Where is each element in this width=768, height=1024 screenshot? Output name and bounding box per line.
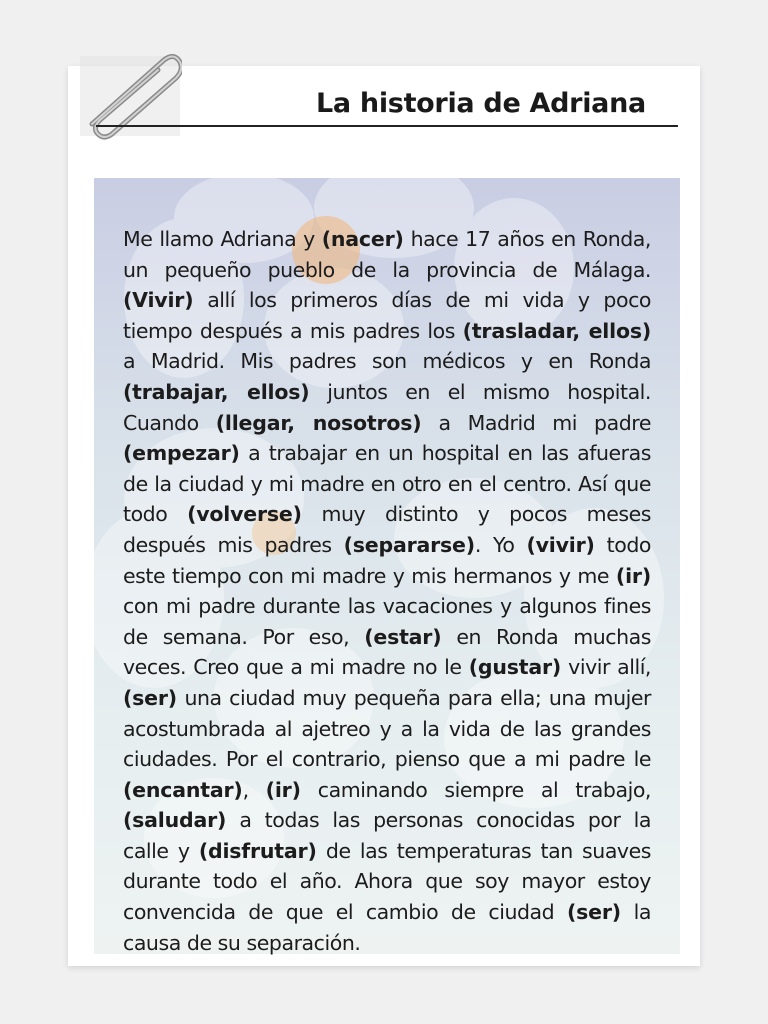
- story-segment: . Yo: [474, 532, 527, 557]
- story-segment: una ciudad muy pequeña para ella; una mujer acostumbrada al ajetreo y a la vida de las grandes ciudades. Por el contrario, pienso que a mi padre le: [123, 685, 651, 772]
- verb-prompt: (llegar, nosotros): [215, 410, 422, 435]
- paperclip-icon: [72, 50, 182, 142]
- verb-prompt: (disfrutar): [198, 838, 317, 863]
- verb-prompt: (ir): [265, 777, 301, 802]
- story-segment: a Madrid. Mis padres son médicos y en Ronda: [123, 349, 651, 374]
- verb-prompt: (Vivir): [123, 288, 194, 313]
- verb-prompt: (ser): [566, 900, 621, 925]
- verb-prompt: (ser): [123, 685, 177, 710]
- story-segment: de las temperaturas tan suaves durante todo el año. Ahora que soy mayor estoy convencida de que el cambio de ciudad: [123, 838, 652, 925]
- verb-prompt: (trasladar, ellos): [462, 318, 652, 343]
- story-segment: vivir allí,: [561, 655, 652, 680]
- verb-prompt: (empezar): [123, 441, 240, 466]
- story-segment: allí los primeros días de mi vida y poco tiempo después a mis padres los: [123, 288, 651, 343]
- story-segment: muy distinto y pocos meses después mis padres: [123, 502, 651, 557]
- verb-prompt: (ir): [615, 563, 651, 588]
- verb-prompt: (vivir): [526, 532, 595, 557]
- story-segment: caminando siempre al trabajo,: [300, 777, 651, 802]
- verb-prompt: (encantar): [123, 777, 243, 802]
- verb-prompt: (volverse): [187, 502, 302, 527]
- story-segment: a trabajar en un hospital en las afueras de la ciudad y mi madre en otro en el centro. Así que todo: [123, 441, 651, 527]
- story-segment: la causa de su separación.: [123, 900, 651, 955]
- verb-prompt: (trabajar, ellos): [123, 379, 310, 404]
- verb-prompt: (separarse): [343, 532, 475, 557]
- story-segment: hace 17 años en Ronda, un pequeño pueblo de la provincia de Málaga.: [123, 227, 651, 282]
- story-segment: a Madrid mi padre: [421, 410, 651, 435]
- title-divider: [96, 125, 678, 127]
- story-segment: Me llamo Adriana y: [123, 227, 322, 251]
- page-title: La historia de Adriana: [316, 88, 646, 119]
- story-text: [123, 224, 651, 958]
- verb-prompt: (gustar): [468, 655, 562, 680]
- verb-prompt: (nacer): [321, 227, 404, 251]
- story-segment: juntos en el mismo hospital. Cuando: [123, 379, 651, 435]
- story-segment: en Ronda muchas veces. Creo que a mi madre no le: [123, 624, 651, 680]
- verb-prompt: (saludar): [123, 808, 227, 833]
- story-segment: todo este tiempo con mi madre y mis hermanos y me: [123, 532, 652, 588]
- verb-prompt: (estar): [364, 624, 442, 649]
- story-segment: ,: [242, 777, 266, 802]
- story-segment: a todas las personas conocidas por la calle y: [123, 808, 651, 863]
- story-segment: con mi padre durante las vacaciones y algunos fines de semana. Por eso,: [123, 594, 651, 649]
